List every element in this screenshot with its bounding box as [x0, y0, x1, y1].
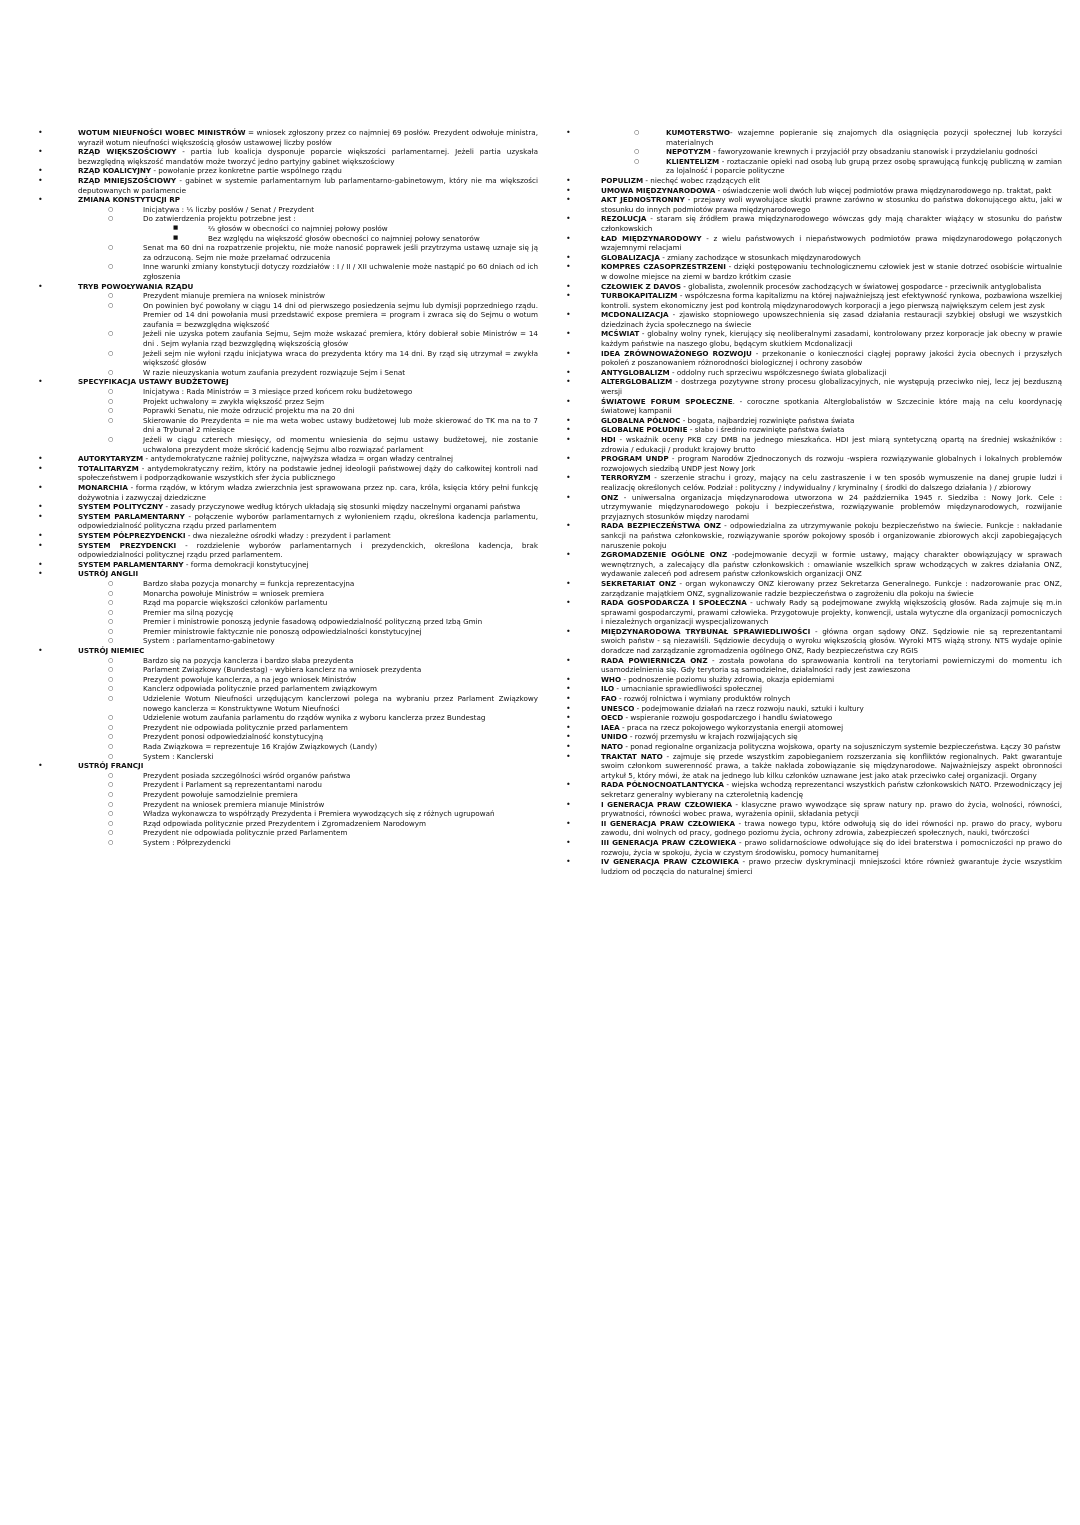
definition-item — [566, 416, 1062, 426]
definition-term: GLOBALNE POŁUDNIE — [601, 425, 688, 435]
definition-term: GLOBALIZACJA — [601, 252, 660, 262]
definition-item — [38, 512, 538, 531]
sub-item-text: System : Półprezydencki — [143, 837, 231, 847]
definition-item — [566, 253, 1062, 263]
definition-term: MONARCHIA — [78, 482, 128, 492]
definition-text: - podejmowanie działań na rzecz rozwoju nauki, sztuki i kultury — [634, 703, 864, 713]
left-column — [38, 128, 538, 848]
definition-term: ONZ — [601, 492, 619, 502]
sub-item — [38, 771, 538, 781]
sub-item-text: Prezydent posiada szczególności wśród organów państwa — [143, 770, 351, 780]
sub-item — [38, 713, 538, 723]
sub-sub-item-text: Bez względu na większość głosów obecności co najmniej połowy senatorów — [208, 233, 480, 243]
sub-item-text: Prezydent ponosi odpowiedzialność konstytucyjną — [143, 732, 324, 742]
sub-item — [38, 684, 538, 694]
definition-term: SPECYFIKACJA USTAWY BUDŻETOWEJ — [78, 377, 229, 387]
sub-item-text: Monarcha powołuje Ministrów = wniosek premiera — [143, 588, 325, 598]
definition-text: - odpowiedzialna za utrzymywanie pokoju bezpieczeństwo na świecie. Funkcje : nakładanie sankcji na państwa członkowskie, rozwiązywanie sporów pokojowy sposób i organizowanie zbiorowych akcji zapobiegających naruszenie pokoju — [601, 521, 1062, 550]
sub-item — [38, 368, 538, 378]
definition-item — [38, 128, 538, 147]
definition-term: ŚWIATOWE FORUM SPOŁECZNE — [601, 396, 733, 406]
sub-item-text: W razie nieuzyskania wotum zaufania prezydent rozwiązuje Sejm i Senat — [143, 367, 406, 377]
definition-item — [38, 541, 538, 560]
definition-item — [566, 397, 1062, 416]
definition-text: - wiejska wchodzą reprezentanci wszystkich państw członkowskich NATO. Przewodniczący jej sekretarz generalny wybierany na czteroletnią kadencję — [601, 780, 1062, 799]
definition-text: - program Narodów Zjednoczonych ds rozwoju -wspiera rozwiązywanie globalnych i lokalnych problemów rozwojowych siedzibą UNDP jest Nowy Jork — [601, 454, 1062, 473]
definition-term: RZĄD MNIEJSZOŚCIOWY — [78, 175, 177, 185]
definition-text: - rozwój przemysłu w krajach rozwijających się — [627, 732, 798, 742]
definition-text: - forma demokracji konstytucyjnej — [183, 559, 309, 569]
definition-item — [566, 579, 1062, 598]
sub-item — [566, 157, 1062, 176]
sub-item — [38, 819, 538, 829]
sub-sub-item-text: ⅔ głosów w obecności co najmniej połowy posłów — [208, 223, 388, 233]
definition-term: IDEA ZRÓWNOWAŻONEGO ROZWOJU — [601, 348, 752, 358]
definition-term: RADA BEZPIECZEŃSTWA ONZ — [601, 521, 721, 531]
definition-text: - staram się źródłem prawa międzynarodowego wówczas gdy mają charakter wiążący w stosunku do państw członkowskich — [601, 214, 1062, 233]
definition-item — [566, 368, 1062, 378]
sub-item — [38, 406, 538, 416]
definition-text: - prawo solidarnościowe odwołujące się do idei braterstwa i pomocniczości np prawo do rozwoju, życia w spokoju, życia w czystym środowisku, pomocy humanitarnej — [601, 837, 1063, 857]
definition-item — [38, 531, 538, 541]
definition-item — [38, 147, 538, 166]
definition-item — [38, 569, 538, 579]
definition-item — [566, 713, 1062, 723]
definition-item — [38, 176, 538, 195]
definition-term: RZĄD WIĘKSZOŚCIOWY — [78, 147, 177, 157]
definition-item — [566, 627, 1062, 656]
sub-item — [38, 694, 538, 713]
sub-item — [38, 291, 538, 301]
definition-item — [566, 262, 1062, 281]
sub-item-text: Władza wykonawcza to współrządy Prezydenta i Premiera wywodzących się z różnych ugrupowań — [143, 809, 495, 819]
definition-item — [566, 234, 1062, 253]
sub-item — [38, 301, 538, 330]
sub-item-text: Premier ministrowie faktycznie nie ponoszą odpowiedzialności konstytucyjnej — [143, 626, 422, 636]
definition-text: - praca na rzecz pokojowego wykorzystania energii atomowej — [619, 722, 844, 732]
definition-item — [566, 723, 1062, 733]
definition-text: - uniwersalna organizacja międzynarodowa utworzona w 24 października 1945 r. Siedziba : Nowy Jork. Cele : utrzymywanie międzynarodowego pokoju i bezpieczeństwa, rozwiązywanie problemów międzynarodowych, rozwijanie przyjaznych stosunków między narodami — [601, 492, 1062, 521]
definition-text: - przekonanie o konieczności ciągłej poprawy jakości życia obecnych i przyszłych pokoleń z poszanowaniem różnorodności biologicznej i ochrony zasobów — [601, 348, 1063, 368]
definition-term: OECD — [601, 713, 624, 723]
definition-term: MIĘDZYNARODOWA TRYBUNAŁ SPRAWIEDLIWOŚCI — [601, 626, 811, 636]
sub-item — [38, 790, 538, 800]
sub-item — [38, 656, 538, 666]
definition-term: POPULIZM — [601, 175, 644, 185]
definition-text: - zajmuje się przede wszystkim zapobieganiem rozszerzania się konfliktów regionalnych. Pakt gwarantuje swoim członkom suwerenność prawa, a także nakłada zobowiązanie się międzynarodowe. Najważniejszy aspekt obronności artykuł 5, który mówi, że atak na jednego lub kilku członków uznawane jest jako atak przeciwko całej organizacji. Organy — [601, 751, 1062, 780]
definition-text: - prawo przeciw dyskryminacji mniejszości które również gwarantuje życie wszystkim ludziom od poczęcia do naturalnej śmierci — [601, 857, 1062, 876]
definition-term: AKT JEDNOSTRONNY — [601, 195, 685, 205]
definition-term: UMOWA MIĘDZYNARODOWA — [601, 185, 716, 195]
definition-item — [566, 291, 1062, 310]
definition-term: MCDONALIZACJA — [601, 310, 669, 320]
sub-item-text: Kanclerz odpowiada politycznie przed parlamentem związkowym — [143, 684, 378, 694]
sub-item-text: Inne warunki zmiany konstytucji dotyczy rozdziałów : I / II / XII uchwalenie może nastąpić po 60 dniach od ich zgłoszenia — [143, 262, 538, 281]
sub-item-text: - wzajemne popieranie się znajomych dla osiągnięcia pozycji społecznej lub korzyści materialnych — [666, 128, 1062, 147]
sub-item — [38, 636, 538, 646]
definition-term: RADA PÓŁNOCNOATLANTYCKA — [601, 780, 724, 790]
definition-item — [566, 800, 1062, 819]
definition-item — [566, 780, 1062, 799]
definition-text: - antydemokratyczne rażniej polityczne, najwyższa władza = organ władzy centralnej — [143, 454, 454, 464]
definition-text: - została powołana do sprawowania kontroli na terytoriami powierniczymi do momentu ich usamodzielnienia się. Gdy terytoria są samodzielne, działalności rady jest zawieszona — [601, 655, 1062, 675]
sub-item-text: Inicjatywa : ⅕ liczby posłów / Senat / Prezydent — [143, 204, 315, 214]
definition-item — [566, 377, 1062, 396]
sub-item — [38, 809, 538, 819]
definition-item — [566, 656, 1062, 675]
definition-term: RADA GOSPODARCZA I SPOŁECZNA — [601, 598, 747, 608]
definition-text: - połączenie wyborów parlamentarnych z wyłonieniem rządu, określona kadencja parlamentu, odpowiedzialność polityczna rządu przed parlamentem — [78, 511, 538, 531]
definition-item — [566, 349, 1062, 368]
definition-item — [566, 684, 1062, 694]
sub-item-term: KUMOTERSTWO — [666, 128, 731, 137]
definition-text: - uchwały Rady są podejmowane zwykłą większością głosów. Rada zajmuje się m.in sprawami gospodarczymi, prawami człowieka. Przygotowuje projekty, konwencji, ustala wytyczne dla organizacji pomocniczych i niezależnych organizacji wyspecjalizowanych — [601, 598, 1062, 627]
sub-item — [38, 800, 538, 810]
definition-text: = wniosek zgłoszony przez co najmniej 69 posłów. Prezydent odwołuje ministra, wyraził wotum nieufności większością głosów ustawowej liczby posłów — [78, 128, 539, 147]
definition-term: PROGRAM UNDP — [601, 454, 669, 464]
definition-item — [566, 694, 1062, 704]
sub-item — [38, 387, 538, 397]
definition-text: - dostrzega pozytywne strony procesu globalizacyjnych, nie występują przeciwko niej, lecz jej bezduszną wersji — [601, 377, 1062, 397]
sub-item-text: Prezydent i Parlament są reprezentantami narodu — [143, 780, 322, 790]
definition-term: SYSTEM PREZYDENCKI — [78, 540, 177, 550]
definition-item — [566, 521, 1062, 550]
definition-term: HDI — [601, 435, 616, 444]
definition-term: ALTERGLOBALIZM — [601, 377, 673, 387]
definition-item — [566, 214, 1062, 233]
definition-text: - słabo i średnio rozwinięte państwa świata — [687, 425, 845, 435]
definition-term: UNESCO — [601, 703, 635, 713]
definition-text: - trawa nowego typu, które odwołują się do idei równości np. prawo do pracy, wyboru zawodu, dni wolnych od pracy, godnego poziomu życia, ochrony zdrowia, zabezpieczeń społecznych, nauki, twórczości — [601, 818, 1062, 838]
definition-term: SYSTEM POLITYCZNY — [78, 502, 164, 512]
sub-item — [38, 665, 538, 675]
definition-text: - przejawy woli wywołujące skutki prawne zarówno w stosunku do państwa dokonującego aktu, jaki w stosunku do innych podmiotów prawa międzynarodowego — [601, 195, 1062, 214]
definition-text: - oświadczenie woli dwóch lub więcej podmiotów prawa międzynarodowego np. traktat, pakt — [715, 185, 1052, 195]
sub-item-text: Prezydent powołuje kanclerza, a na jego wniosek Ministrów — [143, 674, 357, 684]
definition-term: I GENERACJA PRAW CZŁOWIEKA — [601, 799, 733, 809]
definition-text: - główna organ sądowy ONZ. Sędziowie nie są reprezentantami swoich państw - są niezawiśli. Sędziowie decydują o wyroku większością głosów. Wyroki MTS wiążą strony. NTS wydaje opinie doradcze nad zarządzanie zgromadzenia ogólnego ONZ, Rady bezpieczeństwa czy RGIS — [601, 626, 1062, 656]
sub-item-text: On powinien być powołany w ciągu 14 dni od pierwszego posiedzenia sejmu lub dymisji poprzedniego rządu. Premier od 14 dni powołania musi przedstawić expose premiera = program i zwraca się do Sejmu o wotum zaufania = bezwzględna większość — [143, 300, 538, 329]
sub-item — [38, 752, 538, 762]
sub-item-text: Rząd odpowiada politycznie przed Prezydentem i Zgromadzeniem Narodowym — [143, 818, 427, 828]
definition-term: UNIDO — [601, 732, 628, 742]
sub-item-text: - faworyzowanie krewnych i przyjaciół przy obsadzaniu stanowisk i przydzielaniu godności — [710, 147, 1038, 157]
sub-sub-item — [38, 234, 538, 244]
sub-item-text: Jeżeli sejm nie wyłoni rządu inicjatywa wraca do prezydenta który ma 14 dni. By rząd się utrzymał = zwykła większość głosów — [143, 348, 538, 368]
definition-text: - powołanie przez konkretne partie wspólnego rządu — [151, 166, 342, 176]
sub-item-text: Bardzo się na pozycja kanclerza i bardzo słaba prezydenta — [143, 655, 354, 665]
definition-item — [38, 166, 538, 176]
definition-term: SEKRETARIAT ONZ — [601, 578, 677, 588]
definition-item — [566, 493, 1062, 522]
sub-item-text: Udzielenie Wotum Nieufności urzędującym kanclerzowi polega na wybraniu przez Parlament Związkowy nowego kanclerza = Konstruktywne Wotum Nieufności — [143, 694, 538, 713]
definition-text: - wspieranie rozwoju gospodarczego i handlu światowego — [623, 713, 833, 723]
definition-term: USTRÓJ NIEMIEC — [78, 646, 145, 656]
sub-item — [38, 627, 538, 637]
definition-term: TURBOKAPITALIZM — [601, 291, 678, 301]
definition-term: WHO — [601, 674, 622, 684]
definition-item — [38, 560, 538, 570]
sub-item — [566, 128, 1062, 147]
sub-sub-item — [38, 224, 538, 234]
sub-item-text: System : parlamentarno-gabinetowy — [143, 636, 275, 646]
definition-term: SYSTEM PARLAMENTARNY — [78, 511, 185, 521]
definition-term: WOTUM NIEUFNOŚCI WOBEC MINISTRÓW — [78, 128, 246, 137]
definition-text: . - coroczne spotkania Alterglobalistów w Szczecinie które mają na celu koordynację światowej kampanii — [601, 396, 1062, 416]
definition-term: CZŁOWIEK Z DAVOS — [601, 281, 682, 291]
definition-item — [566, 838, 1062, 857]
sub-item — [38, 723, 538, 733]
sub-item-text: Projekt uchwalony = zwykła większość przez Sejm — [143, 396, 325, 406]
definition-term: ZGROMADZENIE OGÓLNE ONZ — [601, 550, 728, 560]
definition-term: MCŚWIAT — [601, 329, 640, 339]
definition-item — [566, 435, 1062, 454]
definition-item — [566, 282, 1062, 292]
definition-text: - organ wykonawczy ONZ kierowany przez Sekretarza Generalnego. Funkcje : nadzorowanie prac ONZ, zarządzanie majątkiem ONZ, sygnalizowanie radzie bezpieczeństwa o zagrożeniu dla pokoju na świecie — [601, 578, 1063, 598]
sub-item — [38, 214, 538, 224]
definition-term: ILO — [601, 684, 615, 694]
definition-text: - współczesna forma kapitalizmu na której najważniejszą jest efektywność rynkowa, pozbawiona wszelkiej kontroli. system ekonomiczny jest pod kontrolą międzynarodowych korporacji a jego pierwszą największym celem jest zysk — [601, 291, 1062, 310]
sub-item — [38, 416, 538, 435]
definition-text: - dwa niezależne ośrodki władzy : prezydent i parlament — [185, 530, 391, 540]
sub-item — [38, 243, 538, 262]
definition-text: - zjawisko stopniowego upowszechnienia się zasad działania restauracji szybkiej obsługi we wszystkich dziedzinach życia społecznego na świecie — [601, 310, 1062, 329]
sub-item-text: Rada Związkowa = reprezentuje 16 Krajów Związkowych (Landy) — [143, 742, 378, 751]
sub-item-text: Skierowanie do Prezydenta = nie ma weta wobec ustawy budżetowej lub może skierować do TK ma na to 7 dni a Trybunał 2 miesiące — [143, 415, 538, 435]
definition-text: - gabinet w systemie parlamentarnym lub parlamentarno-gabinetowym, który nie ma większości deputowanych w parlamencie — [78, 175, 539, 195]
definition-term: ŁAD MIĘDZYNARODOWY — [601, 233, 702, 243]
sub-item — [38, 329, 538, 348]
sub-item-text: Prezydent powołuje samodzielnie premiera — [143, 789, 298, 799]
sub-item — [38, 732, 538, 742]
definition-term: SYSTEM PARLAMENTARNY — [78, 559, 184, 569]
sub-item — [38, 435, 538, 454]
right-column — [566, 128, 1062, 876]
sub-item — [38, 589, 538, 599]
definition-term: KOMPRES CZASOPRZESTRZENI — [601, 262, 726, 272]
definition-text: - antydemokratyczny reżim, który na podstawie jednej ideologii państwowej dąży do całkowitej kontroli nad społeczeństwem i podporządkowanie wszystkich sfer życia publicznego — [78, 463, 538, 483]
definition-term: NATO — [601, 742, 624, 751]
definition-term: TRAKTAT NATO — [601, 751, 663, 761]
definition-text: - bogata, najbardziej rozwinięte państwa świata — [680, 415, 855, 425]
definition-text: - partia lub koalicja dysponuje poparcie większości parlamentarnej. Jeżeli partia uzyskała bezwzględną większość mandatów może tworzyć jedno partyjny gabinet większościowy — [78, 147, 538, 166]
definition-term: IAEA — [601, 722, 620, 732]
sub-item-text: - roztaczanie opieki nad osobą lub grupą przez osobę sprawującą funkcję publiczną w zamian za lojalność i poparcie polityczne — [666, 156, 1062, 176]
definition-item — [38, 195, 538, 205]
definition-text: - rozdzielenie wyborów parlamentarnych i prezydenckich, określona kadencja, brak odpowiedzialności politycznej rządu przed parlamentem. — [78, 540, 538, 560]
sub-item — [38, 780, 538, 790]
definition-item — [566, 598, 1062, 627]
definition-item — [566, 310, 1062, 329]
sub-item-text: Inicjatywa : Rada Ministrów = 3 miesiące przed końcem roku budżetowego — [143, 387, 413, 397]
definition-item — [566, 857, 1062, 876]
definition-item — [566, 550, 1062, 579]
definition-term: II GENERACJA PRAW CZŁOWIEKA — [601, 818, 736, 828]
definition-term: SYSTEM PÓŁPREZYDENCKI — [78, 530, 186, 540]
definition-text: - szerzenie strachu i grozy, mający na celu zastraszenie i w ten sposób wymuszenie na danej grupie ludzi i realizację określonych celów. Podział : polityczny / indywidualny / kryminalny ( środki do dalszego działania ) / zbiorowy — [601, 473, 1062, 492]
sub-item — [38, 262, 538, 281]
definition-text: - oddolny ruch sprzeciwu współczesnego świata globalizacji — [669, 367, 887, 377]
sub-item — [566, 147, 1062, 157]
definition-term: FAO — [601, 694, 617, 704]
definition-term: GLOBALNA PÓŁNOC — [601, 415, 681, 425]
definition-item — [38, 454, 538, 464]
definition-text: - globalny wolny rynek, kierujący się neoliberalnymi zasadami, kontrolowany przez korporacje jak obecny w prawie każdym państwie na naszego globu, będącym skutkiem Mcdonalizacji — [601, 329, 1062, 349]
sub-item — [38, 397, 538, 407]
definition-term: ANTYGLOBALIZM — [601, 367, 670, 377]
definition-item — [566, 473, 1062, 492]
definition-text: - wskaźnik oceny PKB czy DMB na jednego mieszkańca. HDI jest miarą syntetyczną opartą na średniej wskaźników : zdrowia / edukacji / produkt krajowy brutto — [601, 435, 1062, 454]
definition-term: ZMIANA KONSTYTUCJI RP — [78, 195, 181, 205]
definition-text: - zmiany zachodzące w stosunkach międzynarodowych — [659, 252, 861, 262]
definition-item — [38, 464, 538, 483]
definition-item — [566, 819, 1062, 838]
definition-term: TRYB POWOŁYWANIA RZĄDU — [78, 281, 194, 291]
sub-item-text: Premier i ministrowie ponoszą jedynie fasadową odpowiedzialność polityczną przed Izbą Gmin — [143, 617, 483, 627]
sub-item — [38, 349, 538, 368]
definition-term: USTRÓJ FRANCJI — [78, 761, 144, 771]
definition-text: - zasady przyczynowe według których układają się stosunki między naczelnymi organami państwa — [163, 502, 521, 512]
sub-item-term: NEPOTYZM — [666, 147, 711, 157]
sub-item-text: Bardzo słaba pozycja monarchy = funkcja reprezentacyjna — [143, 578, 355, 588]
definition-text: - globalista, zwolennik procesów zachodzących w światowej gospodarce - przeciwnik antyglobalista — [681, 281, 1042, 291]
definition-item — [566, 742, 1062, 752]
sub-item-text: Premier ma silną pozycję — [143, 607, 234, 617]
sub-item-text: Prezydent nie odpowiada politycznie przed Parlamentem — [143, 828, 348, 838]
definition-item — [566, 186, 1062, 196]
sub-item-text: Parlament Związkowy (Bundestag) - wybiera kanclerz na wniosek prezydenta — [143, 665, 422, 675]
definition-item — [566, 675, 1062, 685]
sub-item — [38, 579, 538, 589]
sub-item-text: Jeżeli nie uzyska potem zaufania Sejmu, Sejm może wskazać premiera, który dobierał sobie Ministrów = 14 dni . Sejm wyłania rząd bezwzględną większością głosów — [143, 329, 538, 349]
definition-item — [566, 176, 1062, 186]
definition-item — [38, 646, 538, 656]
definition-term: TOTALITARYZM — [78, 463, 139, 473]
sub-item-text: Jeżeli w ciągu czterech miesięcy, od momentu wniesienia do sejmu ustawy budżetowej, nie zostanie uchwalona prezydent może skrócić kadencję Sejmu albo rozwiązać parlament — [143, 435, 538, 454]
sub-item — [38, 828, 538, 838]
sub-item — [38, 742, 538, 752]
sub-item — [38, 617, 538, 627]
definition-item — [566, 454, 1062, 473]
definition-term: AUTORYTARYZM — [78, 454, 144, 464]
definition-item — [38, 483, 538, 502]
sub-item — [38, 838, 538, 848]
sub-item — [38, 598, 538, 608]
sub-item — [38, 608, 538, 618]
sub-item-text: Udzielenie wotum zaufania parlamentu do rządów wynika z wyboru kanclerza przez Bundestag — [143, 713, 486, 723]
sub-item — [38, 205, 538, 215]
definition-item — [566, 425, 1062, 435]
sub-item-text: Do zatwierdzenia projektu potrzebne jest : — [143, 214, 296, 224]
definition-item — [38, 502, 538, 512]
definition-text: - niechęć wobec rządzących elit — [643, 175, 761, 185]
definition-text: - forma rządów, w którym władza zwierzchnia jest sprawowana przez np. cara, króla, księcia który pełni funkcję dożywotnia i zazwyczaj dziedziczne — [78, 482, 538, 502]
sub-item-text: System : Kanclerski — [143, 751, 214, 761]
definition-term: III GENERACJA PRAW CZŁOWIEKA — [601, 837, 737, 847]
definition-item — [566, 195, 1062, 214]
definition-item — [566, 732, 1062, 742]
definition-text: - rozwój rolnictwa i wymiany produktów rolnych — [616, 694, 791, 704]
definition-text: - umacnianie sprawiedliwości społecznej — [614, 684, 763, 694]
definition-term: RADA POWIERNICZA ONZ — [601, 655, 708, 665]
definition-item — [38, 761, 538, 771]
sub-item-text: Rząd ma poparcie większości członków parlamentu — [143, 598, 328, 608]
sub-item-text: Prezydent mianuje premiera na wniosek ministrów — [143, 291, 326, 301]
sub-item-text: Prezydent na wniosek premiera mianuje Ministrów — [143, 799, 325, 809]
definition-term: RZĄD KOALICYJNY — [78, 166, 152, 176]
definition-item — [566, 752, 1062, 781]
definition-text: - ponad regionalne organizacja polityczna wojskowa, oparty na sojuszniczym systemie bezpieczeństwa. Łączy 30 państw — [623, 742, 1061, 751]
definition-item — [566, 704, 1062, 714]
definition-term: USTRÓJ ANGLII — [78, 569, 139, 579]
definition-text: - z wielu państwowych i niepaństwowych podmiotów prawa międzynarodowego połączonych wzajemnymi relacjami — [601, 233, 1062, 253]
definition-item — [38, 377, 538, 387]
definition-text: - klasyczne prawo wywodzące się spraw natury np. prawo do życia, wolności, równości, prywatności, równości wobec prawa, wyrażenia opinii, składania petycji — [601, 799, 1063, 819]
definition-text: - podnoszenie poziomu służby zdrowia, okazja epidemiami — [621, 674, 835, 684]
definition-text: - dzięki postępowaniu technologicznemu człowiek jest w stanie dotrzeć osobiście wirtualnie w dowolne miejsce na ziemi w bardzo krótkim czasie — [601, 262, 1062, 281]
sub-item-text: Senat ma 60 dni na rozpatrzenie projektu, nie może nanosić poprawek jeśli przytrzyma ustawę uznaje się ją za odrzuconą. Sejm nie może przełamać odrzucenia — [143, 243, 538, 262]
sub-item-text: Prezydent nie odpowiada politycznie przed parlamentem — [143, 722, 348, 732]
definition-term: IV GENERACJA PRAW CZŁOWIEKA — [601, 857, 739, 867]
definition-item — [38, 282, 538, 292]
definition-item — [566, 329, 1062, 348]
sub-item-term: KLIENTELIZM — [666, 156, 720, 166]
definition-term: REZOLUCJA — [601, 214, 647, 224]
definition-text: -podejmowanie decyzji w formie ustawy, mający charakter obowiązujący w sprawach wewnętrznych, a zalecający dla państw członkowskich : omawianie wszelkich spraw wchodzących w zakres działania ONZ, wydawanie zaleceń pod adresem państw członkowskich organizacji ONZ — [601, 550, 1062, 579]
sub-item — [38, 675, 538, 685]
sub-item-text: Poprawki Senatu, nie może odrzucić projektu ma na 20 dni — [143, 406, 355, 416]
definition-term: TERRORYZM — [601, 473, 651, 483]
